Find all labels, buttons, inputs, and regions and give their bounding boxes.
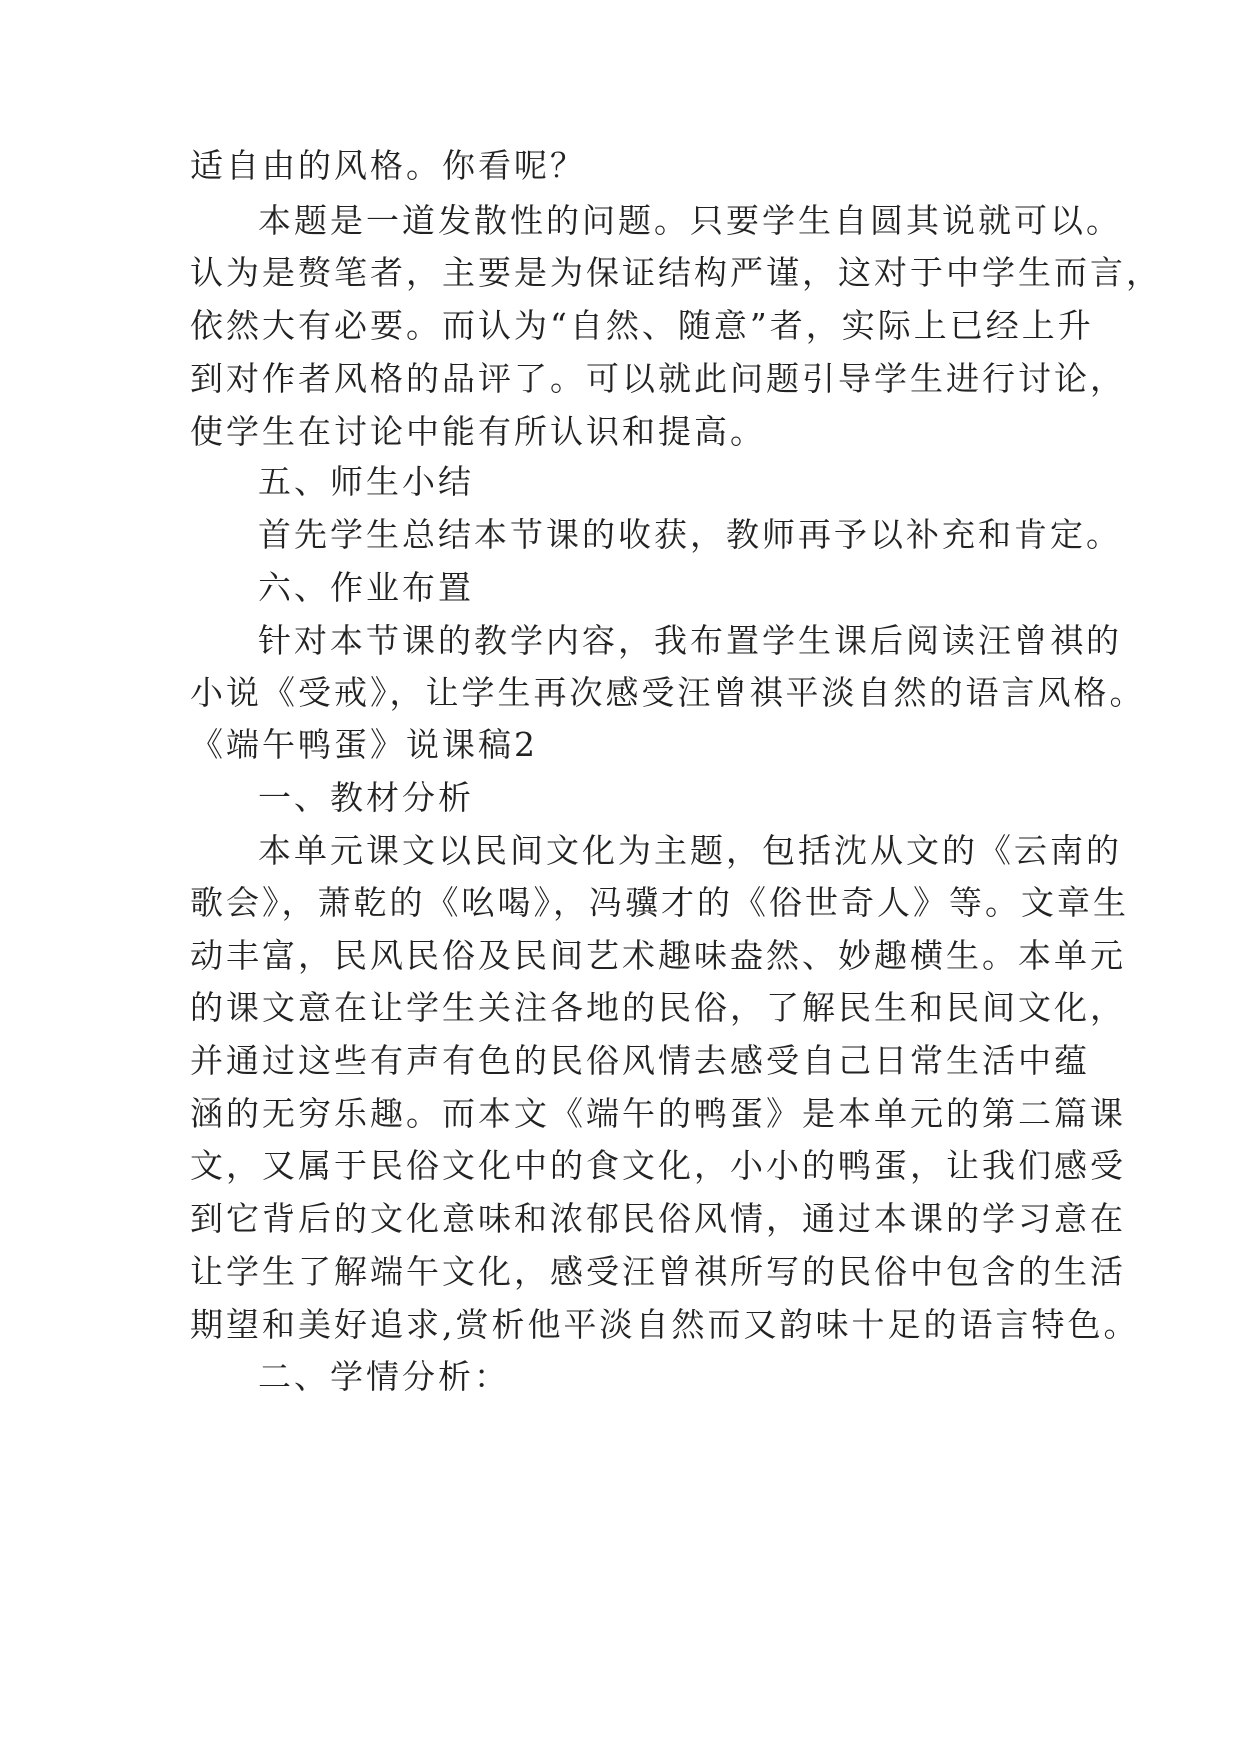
text-line: 依然大有必要。而认为“自然、随意”者，实际上已经上升 (190, 306, 1094, 345)
text-line: 使学生在讨论中能有所认识和提高。 (190, 412, 766, 451)
paragraph-line: 首先学生总结本节课的收获，教师再予以补充和肯定。 (258, 515, 1122, 554)
text-line: 期望和美好追求,赏析他平淡自然而又韵味十足的语言特色。 (190, 1305, 1140, 1344)
paragraph-line: 针对本节课的教学内容，我布置学生课后阅读汪曾祺的 (258, 621, 1122, 660)
text-line: 适自由的风格。你看呢？ (190, 146, 586, 185)
paragraph-line: 本题是一道发散性的问题。只要学生自圆其说就可以。 (258, 201, 1122, 240)
text-line: 歌会》，萧乾的《吆喝》，冯骥才的《俗世奇人》等。文章生 (190, 883, 1129, 922)
text-line: 涵的无穷乐趣。而本文《端午的鸭蛋》是本单元的第二篇课 (190, 1094, 1126, 1133)
section-heading: 二、学情分析： (258, 1357, 510, 1396)
text-line: 的课文意在让学生关注各地的民俗，了解民生和民间文化， (190, 988, 1126, 1027)
paragraph-line: 本单元课文以民间文化为主题，包括沈从文的《云南的 (258, 831, 1122, 870)
text-line: 认为是赘笔者，主要是为保证结构严谨，这对于中学生而言， (190, 253, 1162, 292)
text-line: 并通过这些有声有色的民俗风情去感受自己日常生活中蕴 (190, 1041, 1090, 1080)
text-line: 小说《受戒》，让学生再次感受汪曾祺平淡自然的语言风格。 (190, 673, 1146, 712)
section-heading: 五、师生小结 (258, 462, 474, 501)
text-line: 让学生了解端午文化，感受汪曾祺所写的民俗中包含的生活 (190, 1252, 1126, 1291)
document-title: 《端午鸭蛋》说课稿2 (190, 725, 538, 764)
text-line: 动丰富，民风民俗及民间艺术趣味盎然、妙趣横生。本单元 (190, 936, 1126, 975)
section-heading: 六、作业布置 (258, 568, 474, 607)
section-heading: 一、教材分析 (258, 778, 474, 817)
text-line: 到它背后的文化意味和浓郁民俗风情，通过本课的学习意在 (190, 1199, 1126, 1238)
text-line: 文，又属于民俗文化中的食文化，小小的鸭蛋，让我们感受 (190, 1146, 1126, 1185)
text-line: 到对作者风格的品评了。可以就此问题引导学生进行讨论， (190, 359, 1126, 398)
